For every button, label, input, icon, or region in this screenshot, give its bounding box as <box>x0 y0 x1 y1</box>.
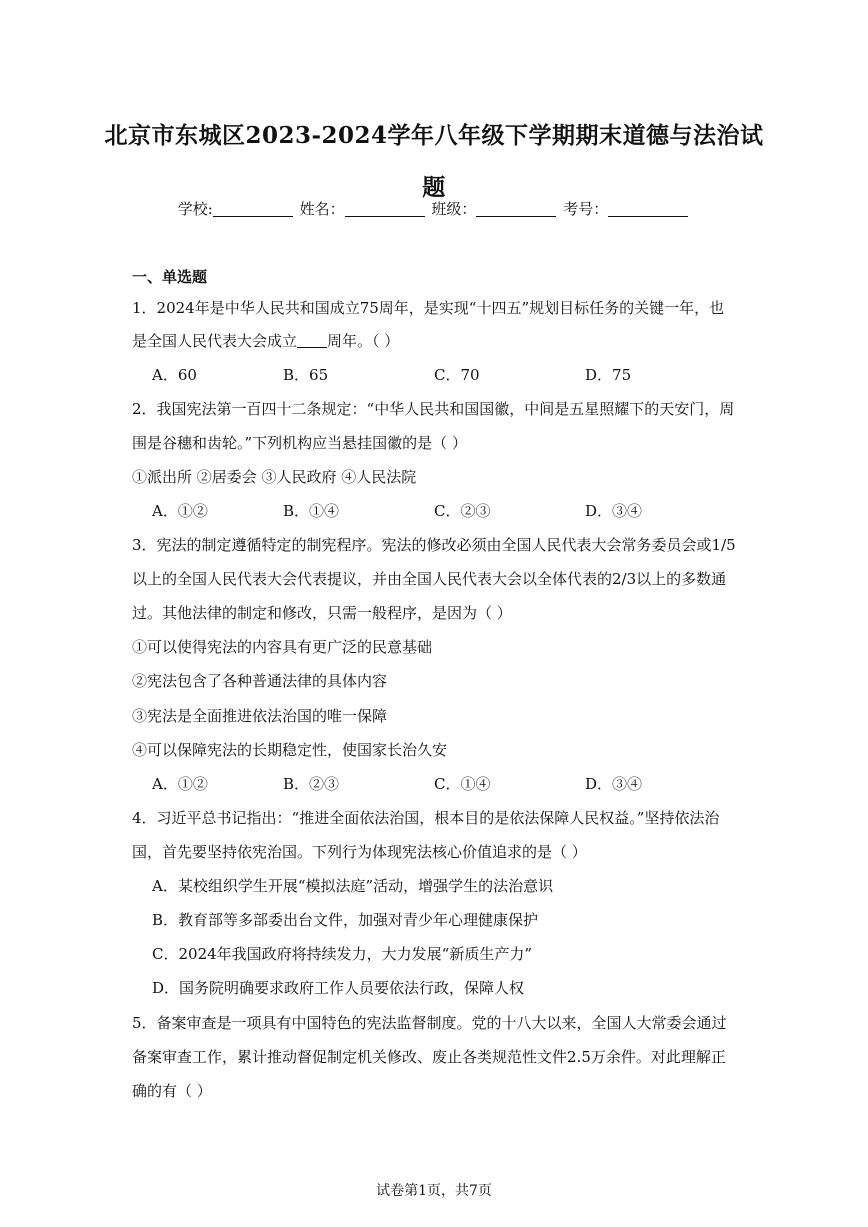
q1-option-a: A．60 <box>152 366 197 384</box>
q1-option-b: B．65 <box>283 366 329 384</box>
q3-item-1: ①可以使得宪法的内容具有更广泛的民意基础 <box>132 638 433 656</box>
exam-no-label: 考号： <box>563 200 609 218</box>
q5-line-1: 5．备案审查是一项具有中国特色的宪法监督制度。党的十八大以来，全国人大常委会通过 <box>132 1014 727 1032</box>
q4-line-1: 4．习近平总书记指出：“推进全面依法治国，根本目的是依法保障人民权益。”坚持依法治 <box>132 809 720 827</box>
title-line-1: 北京市东城区2023-2024学年八年级下学期期末道德与法治试 <box>104 122 764 149</box>
q3-item-4: ④可以保障宪法的长期稳定性，使国家长治久安 <box>132 741 448 759</box>
school-label: 学校: <box>177 200 213 218</box>
q1-line-2 <box>132 330 399 351</box>
q1-option-c: C．70 <box>434 366 480 384</box>
name-label: 姓名： <box>299 200 345 218</box>
name-blank <box>345 200 425 217</box>
q2-option-a: A．①② <box>152 502 208 520</box>
q1-line-1: 1．2024年是中华人民共和国成立75周年，是实现“十四五”规划目标任务的关键一年，也 <box>132 299 725 317</box>
q2-line-2: 围是谷穗和齿轮。”下列机构应当悬挂国徽的是（ ） <box>132 434 467 452</box>
q1-option-d: D．75 <box>585 366 632 384</box>
q1-line-2a: 是全国人民代表大会成立 <box>132 332 298 350</box>
q5-line-3: 确的有（ ） <box>132 1082 212 1100</box>
class-blank <box>476 200 556 217</box>
title-line-2: 题 <box>422 174 446 201</box>
q2-items: ①派出所 ②居委会 ③人民政府 ④人民法院 <box>132 468 417 486</box>
q3-option-d: D．③④ <box>585 775 643 793</box>
q1-blank <box>297 333 327 348</box>
q4-line-2: 国，首先要坚持依宪治国。下列行为体现宪法核心价值追求的是（ ） <box>132 843 587 861</box>
q3-option-b: B．②③ <box>283 775 340 793</box>
q3-option-c: C．①④ <box>434 775 491 793</box>
q3-line-2: 以上的全国人民代表大会代表提议，并由全国人民代表大会以全体代表的2/3以上的多数通 <box>132 570 727 588</box>
q2-line-1: 2．我国宪法第一百四十二条规定：“中华人民共和国国徽，中间是五星照耀下的天安门，周 <box>132 400 735 418</box>
q4-option-c: C．2024年我国政府将持续发力，大力发展“新质生产力” <box>152 945 532 963</box>
q3-item-2: ②宪法包含了各种普通法律的具体内容 <box>132 672 388 690</box>
section-heading: 一、单选题 <box>132 268 208 286</box>
q2-option-b: B．①④ <box>283 502 340 520</box>
class-label: 班级： <box>431 200 477 218</box>
page-footer: 试卷第1页，共7页 <box>376 1183 492 1199</box>
q3-line-3: 过。其他法律的制定和修改，只需一般程序，是因为（ ） <box>132 604 512 622</box>
q4-option-a: A．某校组织学生开展“模拟法庭”活动，增强学生的法治意识 <box>152 877 554 895</box>
q3-line-1: 3．宪法的制定遵循特定的制宪程序。宪法的修改必须由全国人民代表大会常务委员会或1/5 <box>132 536 736 554</box>
exam-no-blank <box>608 200 688 217</box>
q2-option-d: D．③④ <box>585 502 643 520</box>
q3-option-a: A．①② <box>152 775 208 793</box>
q4-option-d: D．国务院明确要求政府工作人员要依法行政，保障人权 <box>152 979 525 997</box>
student-info-row <box>0 198 868 219</box>
q1-line-2b: 周年。（ ） <box>327 332 400 350</box>
q2-option-c: C．②③ <box>434 502 491 520</box>
q5-line-2: 备案审查工作，累计推动督促制定机关修改、废止各类规范性文件2.5万余件。对此理解正 <box>132 1048 726 1066</box>
q4-option-b: B．教育部等多部委出台文件，加强对青少年心理健康保护 <box>152 911 539 929</box>
q3-item-3: ③宪法是全面推进依法治国的唯一保障 <box>132 707 388 725</box>
school-blank <box>213 200 293 217</box>
